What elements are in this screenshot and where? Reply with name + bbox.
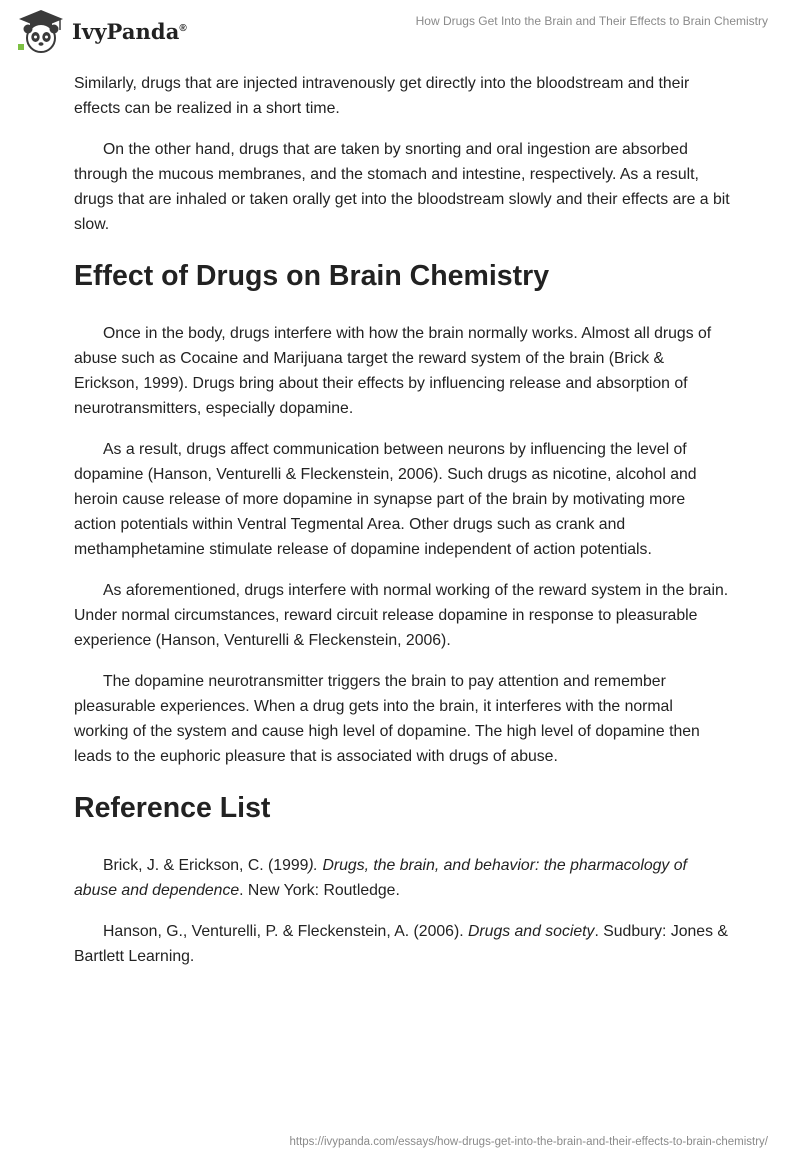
paragraph: On the other hand, drugs that are taken by snorting and oral ingestion are absorbed through the mucous membranes, and the stomach and intestine, respectively. As a result, drugs that are inhaled or taken orally get into the bloodstream slowly and their effects are a bit slow. (74, 141, 730, 233)
panda-graduate-icon (16, 8, 66, 54)
paragraph: As a result, drugs affect communication between neurons by influencing the level of dopamine (Hanson, Venturelli & Fleckenstein, 2006). Such drugs as nicotine, alcohol and heroin cause release of more dopamine in synapse part of the brain by motivating more action potentials within Ventral Tegmental Area. Other drugs such as crank and methamphetamine stimulate release of dopamine independent of action potentials. (74, 441, 697, 558)
essay-content (74, 71, 730, 985)
reference-entry: Brick, J. & Erickson, C. (1999). Drugs, the brain, and behavior: the pharmacology of abuse and dependence. New York: Routledge. (74, 857, 687, 899)
section-heading: Effect of Drugs on Brain Chemistry (74, 260, 550, 292)
document-title: How Drugs Get Into the Brain and Their Effects to Brain Chemistry (415, 14, 768, 28)
paragraph: Similarly, drugs that are injected intravenously get directly into the bloodstream and their effects can be realized in a short time. (74, 75, 690, 117)
brand-logo[interactable] (16, 8, 206, 54)
section-heading: Reference List (74, 792, 271, 824)
paragraph: As aforementioned, drugs interfere with normal working of the reward system in the brain. Under normal circumstances, reward circuit release dopamine in response to pleasurable experience (Hanson, Venturelli & Fleckenstein, 2006). (74, 582, 729, 649)
source-url[interactable]: https://ivypanda.com/essays/how-drugs-get-into-the-brain-and-their-effects-to-brain-chemistry/ (289, 1136, 768, 1148)
paragraph: The dopamine neurotransmitter triggers the brain to pay attention and remember pleasurable experiences. When a drug gets into the brain, it interferes with the normal working of the system and cause high level of dopamine. The high level of dopamine then leads to the euphoric pleasure that is associated with drugs of abuse. (74, 673, 700, 765)
reference-entry: Hanson, G., Venturelli, P. & Fleckenstein, A. (2006). Drugs and society. Sudbury: Jones & Bartlett Learning. (74, 923, 728, 965)
brand-name: IvyPanda® (72, 18, 187, 44)
paragraph: Once in the body, drugs interfere with how the brain normally works. Almost all drugs of abuse such as Cocaine and Marijuana target the reward system of the brain (Brick & Erickson, 1999). Drugs bring about their effects by influencing release and absorption of neurotransmitters, especially dopamine. (74, 325, 712, 417)
